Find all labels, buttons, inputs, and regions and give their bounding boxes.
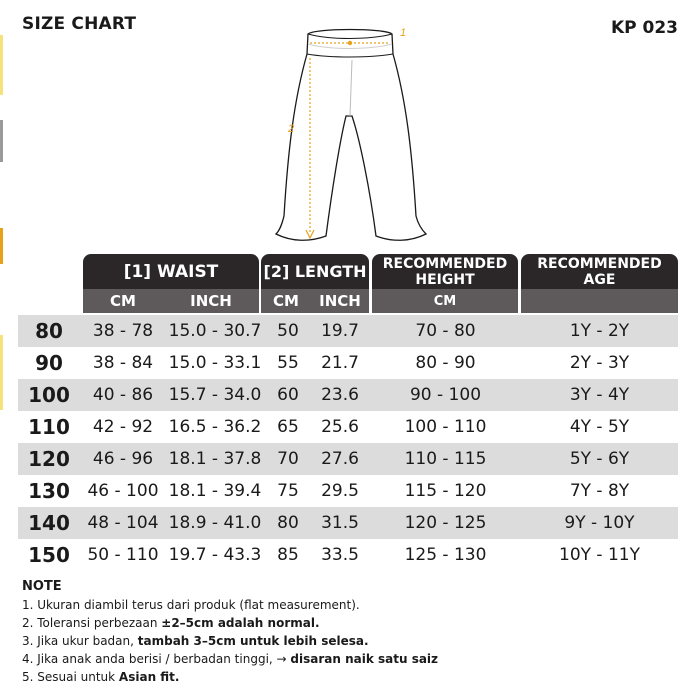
subheader-label: CM <box>273 292 299 310</box>
cell-size: 140 <box>28 511 70 535</box>
cell-waist-cm: 48 - 104 <box>87 513 159 533</box>
cell-waist-inch: 18.1 - 37.8 <box>168 449 262 469</box>
cell-size: 90 <box>35 351 63 375</box>
cell-height: 80 - 90 <box>415 353 476 373</box>
note-text: 2. Toleransi perbezaan <box>22 616 162 630</box>
note-emphasis: tambah 3–5cm untuk lebih selesa. <box>137 634 369 648</box>
subheader-waist-cm <box>83 289 163 313</box>
note-emphasis: disaran naik satu saiz <box>290 652 439 666</box>
cell-size: 110 <box>28 415 70 439</box>
cell-age: 9Y - 10Y <box>564 513 635 533</box>
subheader-age-blank <box>521 289 678 313</box>
header-length <box>261 254 369 289</box>
cell-waist-inch: 18.9 - 41.0 <box>168 513 262 533</box>
cell-len-cm: 70 <box>277 449 299 469</box>
header-height-label: RECOMMENDED HEIGHT <box>382 255 508 288</box>
note-text: 3. Jika ukur badan, <box>22 634 138 648</box>
cell-height: 70 - 80 <box>415 321 476 341</box>
table-row <box>18 379 678 411</box>
note-text: 4. Jika anak anda berisi / berbadan tinggi, → <box>22 652 291 666</box>
note-4 <box>22 653 438 666</box>
note-text: 1. Ukuran diambil terus dari produk (flat measurement). <box>22 598 360 612</box>
header-age-label: RECOMMENDED AGE <box>537 255 662 288</box>
note-emphasis: Asian fit. <box>118 670 180 684</box>
header-length-label: [2] LENGTH <box>263 261 367 281</box>
subheader-label: INCH <box>319 292 361 310</box>
note-3 <box>22 635 438 648</box>
edge-mark-yellow <box>0 35 3 95</box>
header-waist <box>83 254 259 289</box>
note-2 <box>22 617 438 630</box>
cell-size: 150 <box>28 543 70 567</box>
cell-len-inch: 33.5 <box>321 545 359 565</box>
product-code: KP 023 <box>610 18 678 38</box>
page-title: SIZE CHART <box>22 14 137 34</box>
cell-waist-cm: 38 - 84 <box>92 353 154 373</box>
subheader-length-inch <box>311 289 369 313</box>
table-row <box>18 539 678 571</box>
cell-len-inch: 29.5 <box>321 481 359 501</box>
header-age <box>521 254 678 289</box>
cell-waist-cm: 42 - 92 <box>92 417 154 437</box>
cell-waist-inch: 15.7 - 34.0 <box>168 385 262 405</box>
table-row <box>18 475 678 507</box>
cell-len-cm: 80 <box>277 513 299 533</box>
cell-age: 4Y - 5Y <box>569 417 630 437</box>
table-row <box>18 443 678 475</box>
cell-height: 115 - 120 <box>404 481 487 501</box>
cell-height: 125 - 130 <box>404 545 487 565</box>
subheader-label: CM <box>110 292 136 310</box>
note-1 <box>22 599 438 612</box>
measure-label-1: 1 <box>400 27 407 39</box>
cell-len-inch: 27.6 <box>321 449 359 469</box>
cell-waist-cm: 46 - 100 <box>87 481 159 501</box>
edge-mark-gray <box>0 120 3 162</box>
cell-height: 120 - 125 <box>404 513 487 533</box>
cell-len-inch: 19.7 <box>321 321 359 341</box>
note-5 <box>22 671 438 684</box>
cell-age: 5Y - 6Y <box>569 449 630 469</box>
cell-waist-cm: 46 - 96 <box>92 449 154 469</box>
cell-waist-cm: 40 - 86 <box>92 385 154 405</box>
cell-len-cm: 85 <box>277 545 299 565</box>
cell-waist-inch: 18.1 - 39.4 <box>168 481 262 501</box>
cell-len-cm: 50 <box>277 321 299 341</box>
cell-age: 3Y - 4Y <box>569 385 630 405</box>
subheader-height-cm <box>372 289 518 313</box>
cell-waist-inch: 19.7 - 43.3 <box>168 545 262 565</box>
subheader-waist-inch <box>163 289 259 313</box>
cell-waist-inch: 16.5 - 36.2 <box>168 417 262 437</box>
cell-age: 2Y - 3Y <box>569 353 630 373</box>
notes-section <box>22 579 438 684</box>
cell-len-cm: 65 <box>277 417 299 437</box>
subheader-label: INCH <box>190 292 232 310</box>
cell-age: 10Y - 11Y <box>559 545 640 565</box>
cell-height: 90 - 100 <box>409 385 482 405</box>
measure-label-2: 2 <box>288 123 295 135</box>
cell-size: 120 <box>28 447 70 471</box>
cell-len-inch: 31.5 <box>321 513 359 533</box>
cell-len-inch: 23.6 <box>321 385 359 405</box>
cell-waist-inch: 15.0 - 30.7 <box>168 321 262 341</box>
cell-len-inch: 21.7 <box>321 353 359 373</box>
cell-waist-cm: 38 - 78 <box>92 321 154 341</box>
pants-diagram-icon <box>270 20 430 250</box>
cell-len-cm: 60 <box>277 385 299 405</box>
table-row <box>18 411 678 443</box>
notes-title: NOTE <box>22 579 62 594</box>
cell-size: 130 <box>28 479 70 503</box>
note-text: 5. Sesuai untuk <box>22 670 119 684</box>
cell-len-cm: 55 <box>277 353 299 373</box>
subheader-label: CM <box>433 293 457 309</box>
header-height <box>372 254 518 289</box>
edge-mark-yellow-2 <box>0 335 3 410</box>
cell-size: 80 <box>35 319 63 343</box>
cell-age: 7Y - 8Y <box>569 481 630 501</box>
note-emphasis: ±2–5cm adalah normal. <box>161 616 320 630</box>
table-row <box>18 315 678 347</box>
cell-size: 100 <box>28 383 70 407</box>
cell-waist-cm: 50 - 110 <box>87 545 159 565</box>
table-row <box>18 347 678 379</box>
cell-waist-inch: 15.0 - 33.1 <box>168 353 262 373</box>
table-row <box>18 507 678 539</box>
cell-height: 110 - 115 <box>404 449 487 469</box>
cell-height: 100 - 110 <box>404 417 487 437</box>
cell-age: 1Y - 2Y <box>569 321 630 341</box>
header-waist-label: [1] WAIST <box>123 261 219 282</box>
subheader-length-cm <box>261 289 311 313</box>
cell-len-inch: 25.6 <box>321 417 359 437</box>
edge-mark-orange <box>0 228 3 264</box>
cell-len-cm: 75 <box>277 481 299 501</box>
